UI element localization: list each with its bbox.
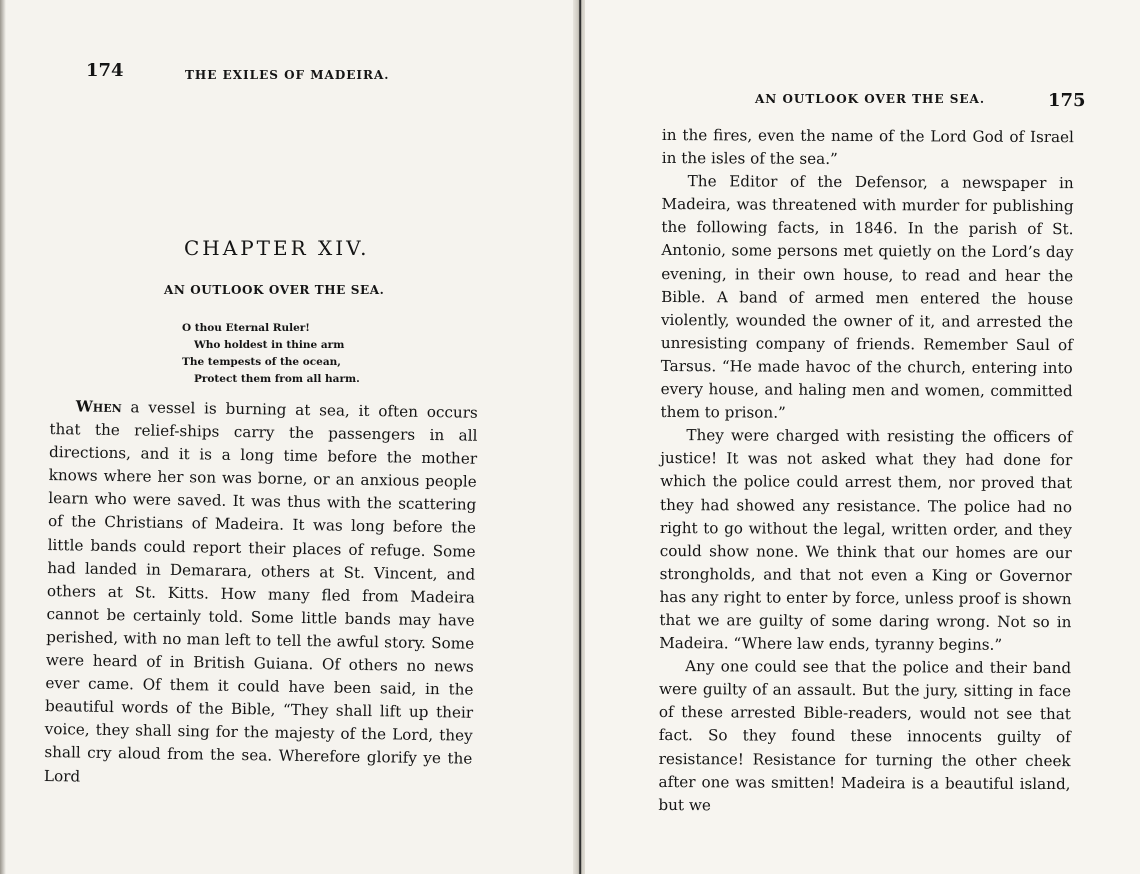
- paragraph: They were charged with resisting the officers of justice! It was not asked what they had done for which the police could arrest them, nor proved that they had showed any resistance. The police had no right to go without the legal, written order, and they could show none. We think that our homes are our strongholds, and that not even a King or Governor has any right to enter by force, unless proof is shown that we are guilty of some daring wrong. Not so in Madeira. “Where law ends, tyranny begins.”: [659, 426, 1073, 654]
- right-body-text: [658, 124, 1074, 819]
- right-running-head: AN OUTLOOK OVER THE SEA.: [755, 92, 985, 106]
- left-running-head: THE EXILES OF MADEIRA.: [185, 68, 390, 82]
- epigraph-line: Who holdest in thine arm: [194, 339, 345, 351]
- epigraph-line: Protect them from all harm.: [194, 373, 360, 385]
- paragraph: in the fires, even the name of the Lord God of Israel in the isles of the sea.”: [661, 125, 1074, 169]
- chapter-subtitle: AN OUTLOOK OVER THE SEA.: [164, 283, 385, 297]
- paragraph: The Editor of the Defensor, a newspaper in Madeira, was threatened with murder for publishing the following facts, in 1846. In the parish of St. Antonio, some persons met quietly on the Lord’s day evening, in their own house, to read and hear the Bible. A band of armed men entered the house violently, wounded the owner of it, and arrested the unresisting company of friends. Remember Saul of Tarsus. “He made havoc of the church, entering into every house, and haling men and women, committed them to prison.”: [660, 172, 1074, 422]
- right-page-number: 175: [1048, 90, 1086, 111]
- left-page-number: 174: [86, 60, 124, 81]
- left-page-edge: [0, 0, 6, 874]
- paragraph: [44, 395, 478, 794]
- epigraph-line: O thou Eternal Ruler!: [182, 322, 310, 334]
- chapter-title: CHAPTER XIV.: [184, 236, 370, 260]
- epigraph-line: The tempests of the ocean,: [182, 356, 341, 368]
- first-word: When: [75, 397, 122, 417]
- paragraph: Any one could see that the police and their band were guilty of an assault. But the jury, sitting in face of these arrested Bible-readers, would not see that fact. So they found these innocents guilty of resistance! Resistance for turning the other cheek after one was smitten! Madeira is a beautiful island, but we: [658, 657, 1072, 814]
- left-body-text: [44, 395, 478, 794]
- epigraph: [182, 320, 360, 388]
- paragraph-text: a vessel is burning at sea, it often occurs that the relief-ships carry the passengers in all directions, and it is a long time before the mother knows where her son was borne, or an anxious people learn who were saved. It was thus with the scattering of the Christians of Madeira. It was long before the little bands could report their places of refuge. Some had landed in Demarara, others at St. Vincent, and others at St. Kitts. How many fled from Madeira cannot be certainly told. Some little bands may have perished, with no man left to tell the awful story. Some were heard of in British Guiana. Of others no news ever came. Of them it could have been said, in the beautiful words of the Bible, “They shall lift up their voice, they shall sing for the majesty of the Lord, they shall cry aloud from the sea. Wherefore glorify ye the Lord: [43, 398, 478, 786]
